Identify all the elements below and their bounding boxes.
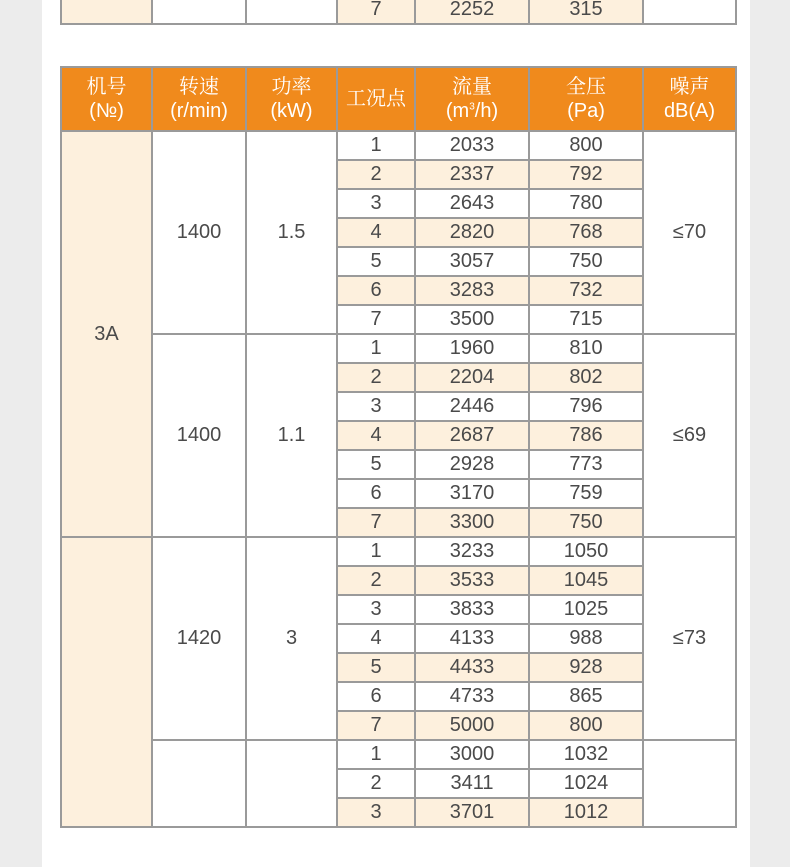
pressure-cell: 780 xyxy=(529,189,643,218)
pressure-cell: 800 xyxy=(529,131,643,160)
power-cell: 1.5 xyxy=(246,131,337,334)
point-cell: 5 xyxy=(337,653,415,682)
flow-cell: 3283 xyxy=(415,276,529,305)
point-cell: 4 xyxy=(337,218,415,247)
fragment-noise-cell xyxy=(643,0,736,24)
power-cell xyxy=(246,740,337,827)
power-cell: 1.1 xyxy=(246,334,337,537)
flow-cell: 2820 xyxy=(415,218,529,247)
point-cell: 4 xyxy=(337,421,415,450)
point-cell: 5 xyxy=(337,450,415,479)
point-cell: 7 xyxy=(337,305,415,334)
pressure-cell: 1025 xyxy=(529,595,643,624)
point-cell: 3 xyxy=(337,798,415,827)
flow-cell: 3300 xyxy=(415,508,529,537)
flow-cell: 2928 xyxy=(415,450,529,479)
flow-cell: 4133 xyxy=(415,624,529,653)
pressure-cell: 802 xyxy=(529,363,643,392)
pressure-cell: 768 xyxy=(529,218,643,247)
point-cell: 3 xyxy=(337,392,415,421)
flow-cell: 3500 xyxy=(415,305,529,334)
pressure-cell: 750 xyxy=(529,508,643,537)
header-power: 功率 (kW) xyxy=(246,67,337,131)
point-cell: 6 xyxy=(337,276,415,305)
point-cell: 1 xyxy=(337,537,415,566)
flow-cell: 3411 xyxy=(415,769,529,798)
pressure-cell: 792 xyxy=(529,160,643,189)
flow-cell: 1960 xyxy=(415,334,529,363)
table-row xyxy=(61,537,736,566)
point-cell: 5 xyxy=(337,247,415,276)
power-cell: 3 xyxy=(246,537,337,740)
point-cell: 3 xyxy=(337,189,415,218)
model-cell: 3A xyxy=(61,131,152,537)
flow-cell: 3057 xyxy=(415,247,529,276)
noise-cell: ≤70 xyxy=(643,131,736,334)
fragment-power-cell xyxy=(246,0,337,24)
table-row xyxy=(61,740,736,769)
point-cell: 1 xyxy=(337,131,415,160)
pressure-cell: 759 xyxy=(529,479,643,508)
fragment-model-cell xyxy=(61,0,152,24)
header-row xyxy=(61,67,736,131)
model-cell xyxy=(61,537,152,827)
fragment-flow-cell: 2252 xyxy=(415,0,529,24)
flow-cell: 2337 xyxy=(415,160,529,189)
point-cell: 6 xyxy=(337,479,415,508)
header-flow: 流量 $(m^3/h)$ xyxy=(415,67,529,131)
point-cell: 1 xyxy=(337,740,415,769)
pressure-cell: 715 xyxy=(529,305,643,334)
flow-cell: 2687 xyxy=(415,421,529,450)
flow-cell: 3833 xyxy=(415,595,529,624)
point-cell: 7 xyxy=(337,508,415,537)
point-cell: 3 xyxy=(337,595,415,624)
point-cell: 1 xyxy=(337,334,415,363)
table-row xyxy=(61,131,736,160)
speed-cell xyxy=(152,740,246,827)
pressure-cell: 1045 xyxy=(529,566,643,595)
flow-cell: 2446 xyxy=(415,392,529,421)
speed-cell: 1400 xyxy=(152,131,246,334)
pressure-cell: 1024 xyxy=(529,769,643,798)
pressure-cell: 750 xyxy=(529,247,643,276)
flow-cell: 3000 xyxy=(415,740,529,769)
pressure-cell: 865 xyxy=(529,682,643,711)
pressure-cell: 988 xyxy=(529,624,643,653)
pressure-cell: 1050 xyxy=(529,537,643,566)
fragment-point-cell: 7 xyxy=(337,0,415,24)
page-background xyxy=(42,0,750,867)
pressure-cell: 928 xyxy=(529,653,643,682)
header-pressure: 全压 (Pa) xyxy=(529,67,643,131)
header-point: 工况点 xyxy=(337,67,415,131)
pressure-cell: 773 xyxy=(529,450,643,479)
table-row xyxy=(61,334,736,363)
pressure-cell: 786 xyxy=(529,421,643,450)
flow-cell: 3701 xyxy=(415,798,529,827)
flow-cell: 2204 xyxy=(415,363,529,392)
fragment-speed-cell xyxy=(152,0,246,24)
header-noise: 噪声 dB(A) xyxy=(643,67,736,131)
header-speed: 转速 (r/min) xyxy=(152,67,246,131)
pressure-cell: 1032 xyxy=(529,740,643,769)
pressure-cell: 732 xyxy=(529,276,643,305)
pressure-cell: 796 xyxy=(529,392,643,421)
point-cell: 2 xyxy=(337,566,415,595)
previous-table-fragment xyxy=(60,0,737,25)
point-cell: 2 xyxy=(337,769,415,798)
point-cell: 6 xyxy=(337,682,415,711)
flow-cell: 4733 xyxy=(415,682,529,711)
flow-cell: 3233 xyxy=(415,537,529,566)
pressure-cell: 1012 xyxy=(529,798,643,827)
flow-cell: 5000 xyxy=(415,711,529,740)
flow-cell: 4433 xyxy=(415,653,529,682)
point-cell: 4 xyxy=(337,624,415,653)
speed-cell: 1400 xyxy=(152,334,246,537)
pressure-cell: 810 xyxy=(529,334,643,363)
fragment-pressure-cell: 315 xyxy=(529,0,643,24)
speed-cell: 1420 xyxy=(152,537,246,740)
noise-cell: ≤69 xyxy=(643,334,736,537)
flow-cell: 3533 xyxy=(415,566,529,595)
flow-cell: 2643 xyxy=(415,189,529,218)
point-cell: 2 xyxy=(337,160,415,189)
point-cell: 2 xyxy=(337,363,415,392)
flow-cell: 3170 xyxy=(415,479,529,508)
header-model: 机号 (№) xyxy=(61,67,152,131)
table-body xyxy=(61,131,736,827)
noise-cell: ≤73 xyxy=(643,537,736,740)
point-cell: 7 xyxy=(337,711,415,740)
pressure-cell: 800 xyxy=(529,711,643,740)
noise-cell xyxy=(643,740,736,827)
flow-cell: 2033 xyxy=(415,131,529,160)
fan-performance-table xyxy=(60,66,737,828)
